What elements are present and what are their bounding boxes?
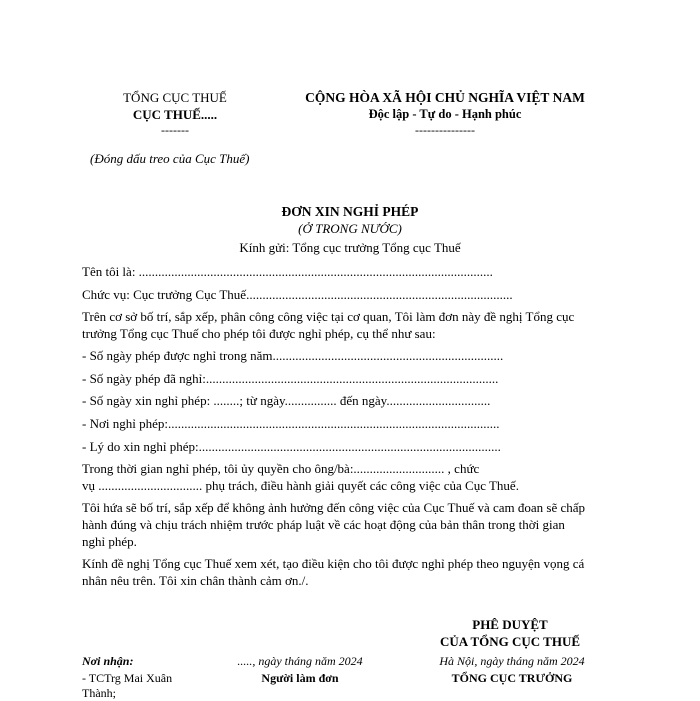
- applicant-date: ....., ngày tháng năm 2024: [237, 654, 363, 668]
- name-field: Tên tôi là: .............................................................................................................: [82, 264, 493, 279]
- basis-line-1: Trên cơ sở bố trí, sắp xếp, phân công công việc tại cơ quan, Tôi làm đơn này đề nghị Tổng cục: [82, 309, 575, 324]
- header-left: [110, 89, 240, 137]
- delegate-line-2: vụ ................................ phụ trách, điều hành giải quyết các công việc của Cục Thuế.: [82, 478, 519, 493]
- position-field: Chức vụ: Cục trưởng Cục Thuế..................................................................................: [82, 287, 513, 302]
- agency-name: TỔNG CỤC THUẾ: [123, 90, 227, 105]
- approval-block: [420, 616, 600, 650]
- header-right-dashes: ---------------: [415, 123, 475, 137]
- header-left-dashes: -------: [161, 123, 189, 137]
- title-sub: (Ở TRONG NƯỚC): [298, 221, 402, 236]
- request-line-2: nhân nêu trên. Tôi xin chân thành cảm ơn./.: [82, 573, 309, 588]
- recipient-item-1: - TCTrg Mai Xuân: [82, 671, 173, 685]
- request-line-1: Kính đề nghị Tổng cục Thuế xem xét, tạo điều kiện cho tôi được nghỉ phép theo nguyện vọng cá: [82, 556, 585, 571]
- approver-label: TỔNG CỤC TRƯỞNG: [451, 671, 573, 685]
- basis-line-2: trưởng Tổng cục Thuế cho phép tôi được nghỉ phép, cụ thể như sau:: [82, 326, 436, 341]
- recipients-label: Nơi nhận:: [82, 654, 134, 668]
- commit-line-2: hành đúng và chịu trách nhiệm trước pháp luật về các hoạt động của bản thân trong thời gian: [82, 517, 565, 532]
- leave-reason-field: - Lý do xin nghỉ phép:.............................................................................................: [82, 439, 501, 454]
- approval-title-2: CỦA TỔNG CỤC THUẾ: [439, 634, 581, 649]
- leave-entitled-field: - Số ngày phép được nghỉ trong năm.......................................................................: [82, 348, 504, 363]
- approval-title-1: PHÊ DUYỆT: [472, 617, 548, 632]
- applicant-label: Người làm đơn: [261, 671, 339, 685]
- delegate-line-1: Trong thời gian nghỉ phép, tôi ủy quyền cho ông/bà:............................ , chức: [82, 461, 480, 476]
- recipient-line: Kính gửi: Tổng cục trưởng Tổng cục Thuế: [239, 240, 461, 255]
- title-main: ĐƠN XIN NGHỈ PHÉP: [281, 204, 419, 219]
- commit-line-1: Tôi hứa sẽ bố trí, sắp xếp để không ảnh hưởng đến công việc của Cục Thuế và cam đoan sẽ chấp: [82, 500, 586, 515]
- leave-taken-field: - Số ngày phép đã nghỉ:..........................................................................................: [82, 371, 499, 386]
- recipient-item-2: Thành;: [82, 686, 116, 700]
- document-title: [0, 203, 700, 237]
- approver-date: Hà Nội, ngày tháng năm 2024: [439, 654, 585, 668]
- header-right: [290, 89, 600, 137]
- commit-line-3: nghỉ phép.: [82, 534, 137, 549]
- stamp-note: (Đóng dấu treo của Cục Thuế): [90, 151, 250, 166]
- motto: Độc lập - Tự do - Hạnh phúc: [368, 107, 522, 121]
- nation-title: CỘNG HÒA XÃ HỘI CHỦ NGHĨA VIỆT NAM: [305, 90, 585, 105]
- leave-request-field: - Số ngày xin nghỉ phép: ........; từ ngày................ đến ngày................................: [82, 393, 491, 408]
- leave-place-field: - Nơi nghỉ phép:......................................................................................................: [82, 416, 500, 431]
- department-name: CỤC THUẾ.....: [132, 107, 218, 122]
